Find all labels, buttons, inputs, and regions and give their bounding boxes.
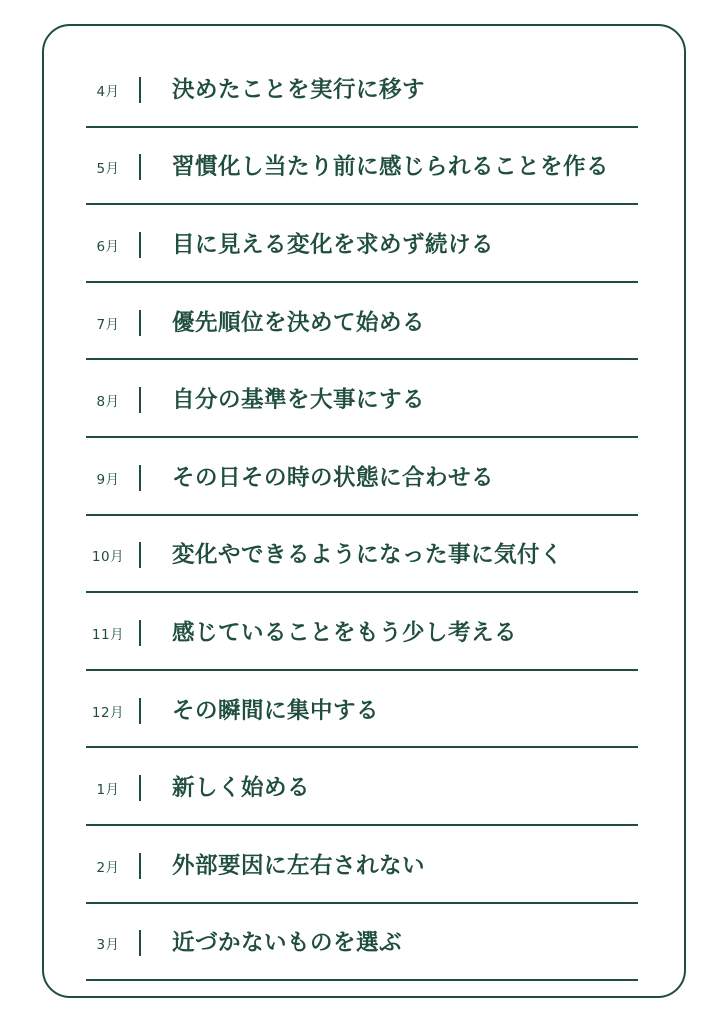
goal-text: 外部要因に左右されない [172, 852, 426, 879]
month-label: 7月 [96, 316, 120, 333]
month-label: 12月 [91, 704, 125, 721]
separator [139, 542, 141, 568]
goal-row-march [86, 904, 638, 982]
goal-row-april [86, 50, 638, 128]
goal-text: 変化やできるようになった事に気付く [172, 542, 564, 569]
monthly-goal-list [86, 50, 638, 981]
goal-text: 決めたことを実行に移す [172, 76, 426, 103]
separator [139, 775, 141, 801]
goal-text: その瞬間に集中する [172, 697, 380, 724]
separator [139, 698, 141, 724]
goal-row-september [86, 438, 638, 516]
goal-row-january [86, 748, 638, 826]
month-label: 3月 [96, 937, 120, 954]
goal-text: 感じていることをもう少し考える [172, 619, 518, 646]
goal-text: 近づかないものを選ぶ [172, 930, 403, 957]
month-label: 9月 [96, 471, 120, 488]
goal-text: 自分の基準を大事にする [172, 387, 426, 414]
month-label: 5月 [96, 161, 120, 178]
separator [139, 154, 141, 180]
goal-text: 優先順位を決めて始める [172, 309, 426, 336]
separator [139, 853, 141, 879]
separator [139, 387, 141, 413]
goal-row-november [86, 593, 638, 671]
separator [139, 310, 141, 336]
month-label: 8月 [96, 394, 120, 411]
goal-row-july [86, 283, 638, 361]
month-label: 1月 [96, 782, 120, 799]
goal-text: 目に見える変化を求めず続ける [172, 231, 495, 258]
month-label: 10月 [91, 549, 125, 566]
goal-text: その日その時の状態に合わせる [172, 464, 495, 491]
goal-row-august [86, 360, 638, 438]
goal-text: 新しく始める [172, 775, 311, 802]
month-label: 6月 [96, 238, 120, 255]
separator [139, 232, 141, 258]
separator [139, 465, 141, 491]
goal-row-december [86, 671, 638, 749]
month-label: 4月 [96, 83, 120, 100]
goal-row-june [86, 205, 638, 283]
separator [139, 930, 141, 956]
goal-row-february [86, 826, 638, 904]
month-label: 11月 [91, 626, 125, 643]
goal-row-october [86, 516, 638, 594]
separator [139, 77, 141, 103]
month-label: 2月 [96, 859, 120, 876]
goal-row-may [86, 128, 638, 206]
separator [139, 620, 141, 646]
goal-text: 習慣化し当たり前に感じられることを作る [172, 154, 610, 181]
